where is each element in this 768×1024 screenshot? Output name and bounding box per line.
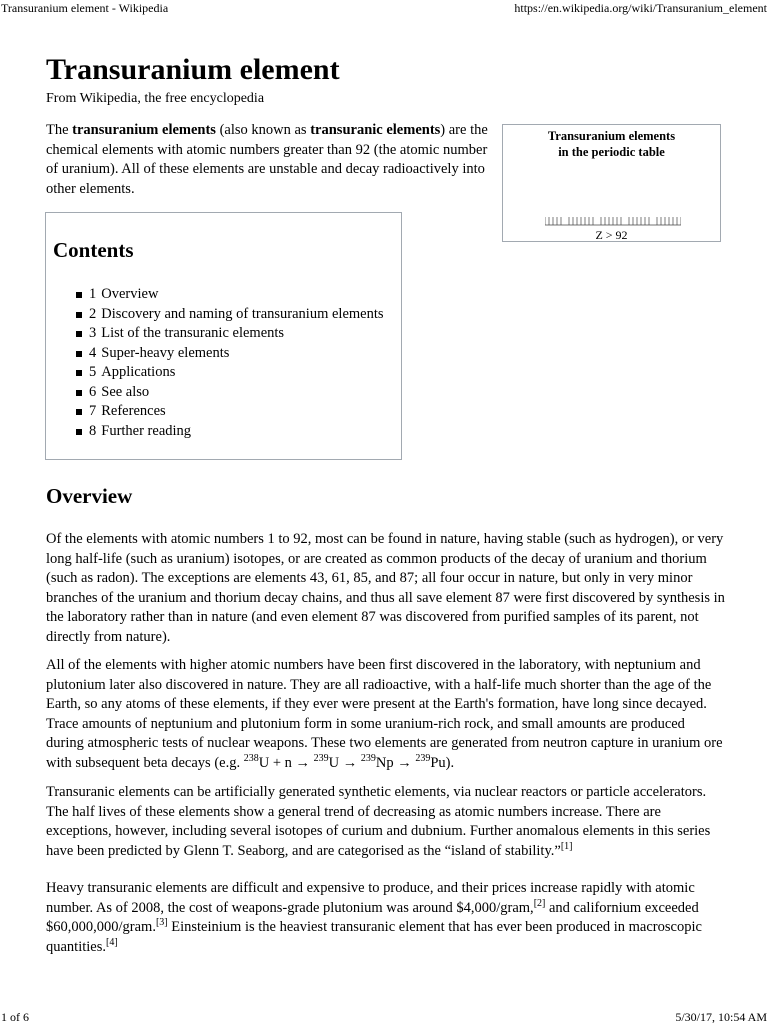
toc-number: 4 bbox=[89, 344, 97, 361]
toc-item-applications[interactable] bbox=[74, 363, 384, 383]
formula-part: U → bbox=[328, 754, 361, 771]
toc-item-see-also[interactable] bbox=[74, 383, 384, 403]
p4-text-2: and californium exceeded $60,000,000/gram. bbox=[46, 899, 699, 935]
toc-title: Contents bbox=[53, 238, 134, 262]
mass-number: 239 bbox=[313, 752, 329, 764]
toc-number: 3 bbox=[89, 325, 97, 341]
toc-label: List of the transuranic elements bbox=[101, 325, 285, 341]
mass-number: 239 bbox=[415, 752, 431, 764]
infobox-title bbox=[503, 128, 720, 160]
infobox-title-line2: in the periodic table bbox=[558, 145, 665, 159]
toc-item-super-heavy[interactable] bbox=[74, 344, 384, 364]
intro-text-2: (also known as bbox=[215, 122, 311, 138]
intro-bold-1[interactable]: transuranium elements bbox=[72, 122, 216, 138]
mass-number: 238 bbox=[243, 752, 259, 764]
toc-label: Discovery and naming of transuranium elements bbox=[101, 305, 384, 322]
toc-item-further-reading[interactable] bbox=[74, 422, 384, 442]
overview-paragraph-1: Of the elements with atomic numbers 1 to 92, most can be found in nature, having stable (such as hydrogen), or very long half-life (such as uranium) isotopes, or are created as common products of the decay of uranium and thorium (such as radon). The exceptions are elements 43, 61, 85, and 87; all four occur in nature, but only in very minor branches of the uranium and thorium decay chains, and thus all save element 87 were first discovered by synthesis in the laboratory rather than in nature (and even element 87 was discovered from purified samples of its parent, not directly from nature). bbox=[46, 531, 725, 645]
toc-number: 8 bbox=[89, 422, 97, 439]
print-datetime: 5/30/17, 10:54 AM bbox=[675, 1010, 767, 1024]
section-heading-overview: Overview bbox=[46, 484, 133, 508]
infobox-caption: Z > 92 bbox=[595, 228, 628, 242]
page-count: 1 of 6 bbox=[1, 1010, 29, 1024]
toc-number: 6 bbox=[89, 383, 97, 400]
toc-list bbox=[74, 285, 384, 441]
formula-part: Np → bbox=[375, 754, 416, 771]
toc-item-list[interactable] bbox=[74, 324, 384, 344]
p4-text-3: Einsteinium is the heaviest transuranic element that has ever been produced in macroscopic quantities. bbox=[46, 919, 702, 955]
toc-number: 2 bbox=[89, 305, 97, 322]
formula-part: U + n → bbox=[258, 754, 314, 771]
toc-label: References bbox=[101, 403, 166, 419]
article-title: Transuranium element bbox=[46, 53, 340, 86]
article-tagline: From Wikipedia, the free encyclopedia bbox=[46, 91, 265, 106]
overview-paragraph-3 bbox=[46, 783, 726, 861]
toc-number: 7 bbox=[89, 403, 97, 419]
infobox-title-line1: Transuranium elements bbox=[547, 129, 676, 143]
toc-label: Super-heavy elements bbox=[101, 344, 230, 361]
periodic-table-diagram[interactable] bbox=[545, 211, 681, 227]
toc-label: Overview bbox=[101, 286, 159, 302]
intro-text-3: ) are the chemical elements with atomic numbers greater than 92 (the atomic number of uranium). All of these elements are unstable and decay radioactively into other elements. bbox=[46, 122, 488, 197]
toc-label: Applications bbox=[101, 364, 176, 380]
toc-item-overview[interactable] bbox=[74, 285, 384, 305]
overview-paragraph-4 bbox=[46, 879, 726, 957]
citation-link[interactable]: [3] bbox=[155, 917, 168, 928]
intro-text-1: The bbox=[46, 122, 73, 138]
toc-label: See also bbox=[101, 383, 150, 400]
page-url: https://en.wikipedia.org/wiki/Transuranium_element bbox=[514, 1, 767, 15]
toc-label: Further reading bbox=[101, 422, 192, 439]
p3-text: Transuranic elements can be artificially generated synthetic elements, via nuclear reactors or particle accelerators. The half lives of these elements show a general trend of decreasing as atomic numbers increase. There are exceptions, however, including several isotopes of curium and dubnium. Further anomalous elements in this series have been predicted by Glenn T. Seaborg, and are categorised as the “island of stability.” bbox=[46, 784, 711, 859]
p2-text: All of the elements with higher atomic numbers have been first discovered in the laboratory, with neptunium and plutonium later also discovered in nature. They are all radioactive, with a half-life much shorter than the age of the Earth, so any atoms of these elements, if they ever were present at the Earth's formation, have long since decayed. Trace amounts of neptunium and plutonium form in some uranium-rich rock, and small amounts are produced during atmospheric tests of nuclear weapons. These two elements are generated from neutron capture in uranium ore with subsequent beta decays (e.g. bbox=[46, 657, 723, 771]
toc-item-discovery[interactable] bbox=[74, 305, 384, 325]
toc-number: 5 bbox=[89, 364, 97, 380]
infobox bbox=[502, 124, 721, 242]
toc-number: 1 bbox=[89, 286, 97, 302]
citation-link[interactable]: [1] bbox=[560, 840, 573, 852]
citation-link[interactable]: [4] bbox=[106, 936, 118, 948]
p4-text-1: Heavy transuranic elements are difficult and expensive to produce, and their prices increase rapidly with atomic number. As of 2008, the cost of weapons-grade plutonium was around $4,000/gram, bbox=[46, 880, 695, 916]
page-title-header: Transuranium element - Wikipedia bbox=[1, 1, 169, 15]
citation-link[interactable]: [2] bbox=[533, 897, 546, 909]
overview-paragraph-2 bbox=[46, 656, 726, 773]
formula-part: Pu). bbox=[430, 754, 455, 771]
intro-bold-2[interactable]: transuranic elements bbox=[310, 122, 441, 138]
table-of-contents bbox=[45, 212, 402, 460]
intro-paragraph bbox=[46, 121, 491, 199]
toc-item-references[interactable] bbox=[74, 402, 384, 422]
mass-number: 239 bbox=[360, 752, 376, 764]
